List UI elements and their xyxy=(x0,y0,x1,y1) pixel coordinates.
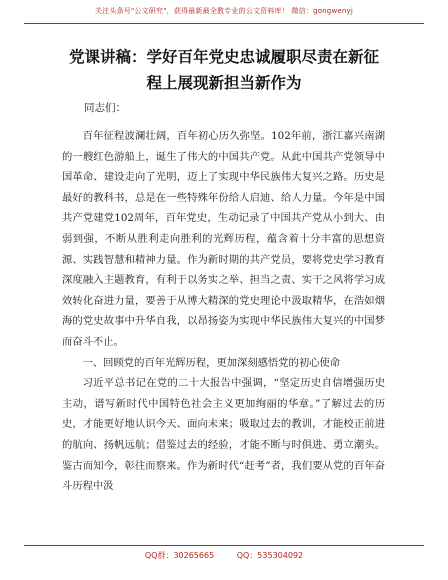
document-body xyxy=(62,126,385,497)
greeting: 同志们： xyxy=(84,102,126,114)
header-banner: 关注头条号"公文研究"，获得最新最全教专业的公文资料库！ 微信：gongwenyj xyxy=(94,7,354,15)
section-heading-1: 一、回顾党的百年光辉历程，更加深刻感悟党的初心使命 xyxy=(82,356,341,369)
paragraph-intro: 百年征程波澜壮阔，百年初心历久弥坚。102年前，浙江嘉兴南湖的一艘红色游船上，诞生了伟大的中国共产党。从此中国共产党领导中国革命、建设走向了光明，迈上了实现中华民族伟大复兴之路。历史是最好的教科书，总是在一些特殊年份给人启迪、给人力量。今年是中国共产党建党102周年，百年党史，生动记录了中国共产党从小到大、由弱到强，不断从胜利走向胜利的光辉历程，蕴含着十分丰富的思想资源、实践智慧和精神力量。作为新时期的共产党员，要将党史学习教育深度融入主题教育，有利于以务实之举、担当之责、实干之风将学习成效转化奋进力量，要善于从博大精深的党史理论中汲取精华，在浩如烟海的党史故事中升华自我，以昂扬姿为实现中华民族伟大复兴的中国梦而奋斗不止。 xyxy=(62,130,385,348)
footer-qq-group: QQ群：30265665 xyxy=(144,551,215,560)
title-line-2: 程上展现新担当新作为 xyxy=(146,74,302,92)
header-divider xyxy=(24,23,424,24)
paragraph-section-1: 习近平总书记在党的二十大报告中强调，“坚定历史自信增强历史主动，谱写新时代中国特色社会主义更加绚丽的华章。”了解过去的历史，才能更好地认识今天、面向未来；吸取过去的教训，才能校正前进的航向、扬帆远航；借鉴过去的经验，才能不断与时俱进、勇立潮头。鉴古而知今，彰往而察来。作为新时代“赶考”者，我们要从党的百年奋斗历程中汲 xyxy=(62,377,385,493)
footer-qq: QQ：535304092 xyxy=(236,551,304,560)
document-title xyxy=(48,44,400,96)
title-line-1: 党课讲稿：学好百年党史忠诚履职尽责在新征 xyxy=(68,48,379,66)
footer xyxy=(0,550,448,561)
footer-divider xyxy=(24,545,424,546)
